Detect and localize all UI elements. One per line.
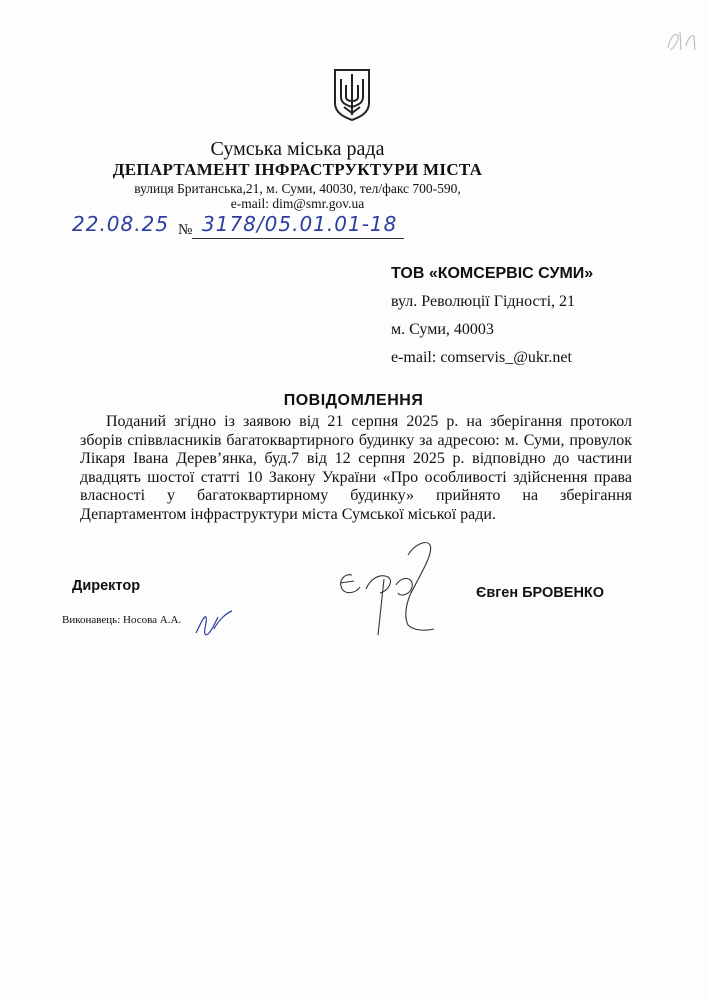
registration-underline bbox=[192, 238, 404, 239]
recipient-email: e-mail: comservis_@ukr.net bbox=[391, 349, 572, 366]
registration-number: 3178/05.01.01-18 bbox=[202, 212, 398, 236]
department-name: ДЕПАРТАМЕНТ ІНФРАСТРУКТУРИ МІСТА bbox=[112, 160, 483, 179]
registration-date: 22.08.25 bbox=[72, 212, 170, 236]
recipient-street: вул. Революції Гідності, 21 bbox=[391, 293, 576, 310]
signer-name: Євген БРОВЕНКО bbox=[476, 585, 605, 601]
recipient-name: ТОВ «КОМСЕРВІС СУМИ» bbox=[391, 265, 594, 282]
registration-number-label: № bbox=[178, 222, 193, 238]
signer-position: Директор bbox=[72, 578, 141, 594]
notice-title: ПОВІДОМЛЕННЯ bbox=[283, 392, 424, 409]
recipient-block bbox=[391, 260, 593, 372]
coat-of-arms-icon bbox=[332, 67, 372, 121]
executor-name: Виконавець: Носова А.А. bbox=[62, 614, 182, 626]
department-address: вулиця Британська,21, м. Суми, 40030, тел/факс 700-590, bbox=[134, 181, 461, 196]
recipient-city: м. Суми, 40003 bbox=[391, 321, 494, 338]
director-signature bbox=[330, 535, 450, 645]
department-email: e-mail: dim@smr.gov.ua bbox=[230, 196, 365, 211]
executor-signature bbox=[190, 607, 236, 641]
council-name: Сумська міська рада bbox=[210, 138, 385, 160]
notice-paragraph: Поданий згідно із заявою від 21 серпня 2025 р. на зберігання протокол зборів співвласників багатоквартирного будинку за адресою: м. Суми, провулок Лікаря Івана Дерев’янка, буд.7 від 12 серпня 2025 р. відповідно до частини двадцять шостої статті 10 Закону України «Про особливості здійснення права власності у багатоквартирному будинку» прийнято на зберігання Департаментом інфраструктури міста Сумської міської ради. bbox=[80, 413, 632, 523]
handwritten-corner-mark bbox=[664, 28, 698, 54]
notice-body bbox=[80, 413, 632, 524]
registration-line bbox=[72, 210, 402, 244]
